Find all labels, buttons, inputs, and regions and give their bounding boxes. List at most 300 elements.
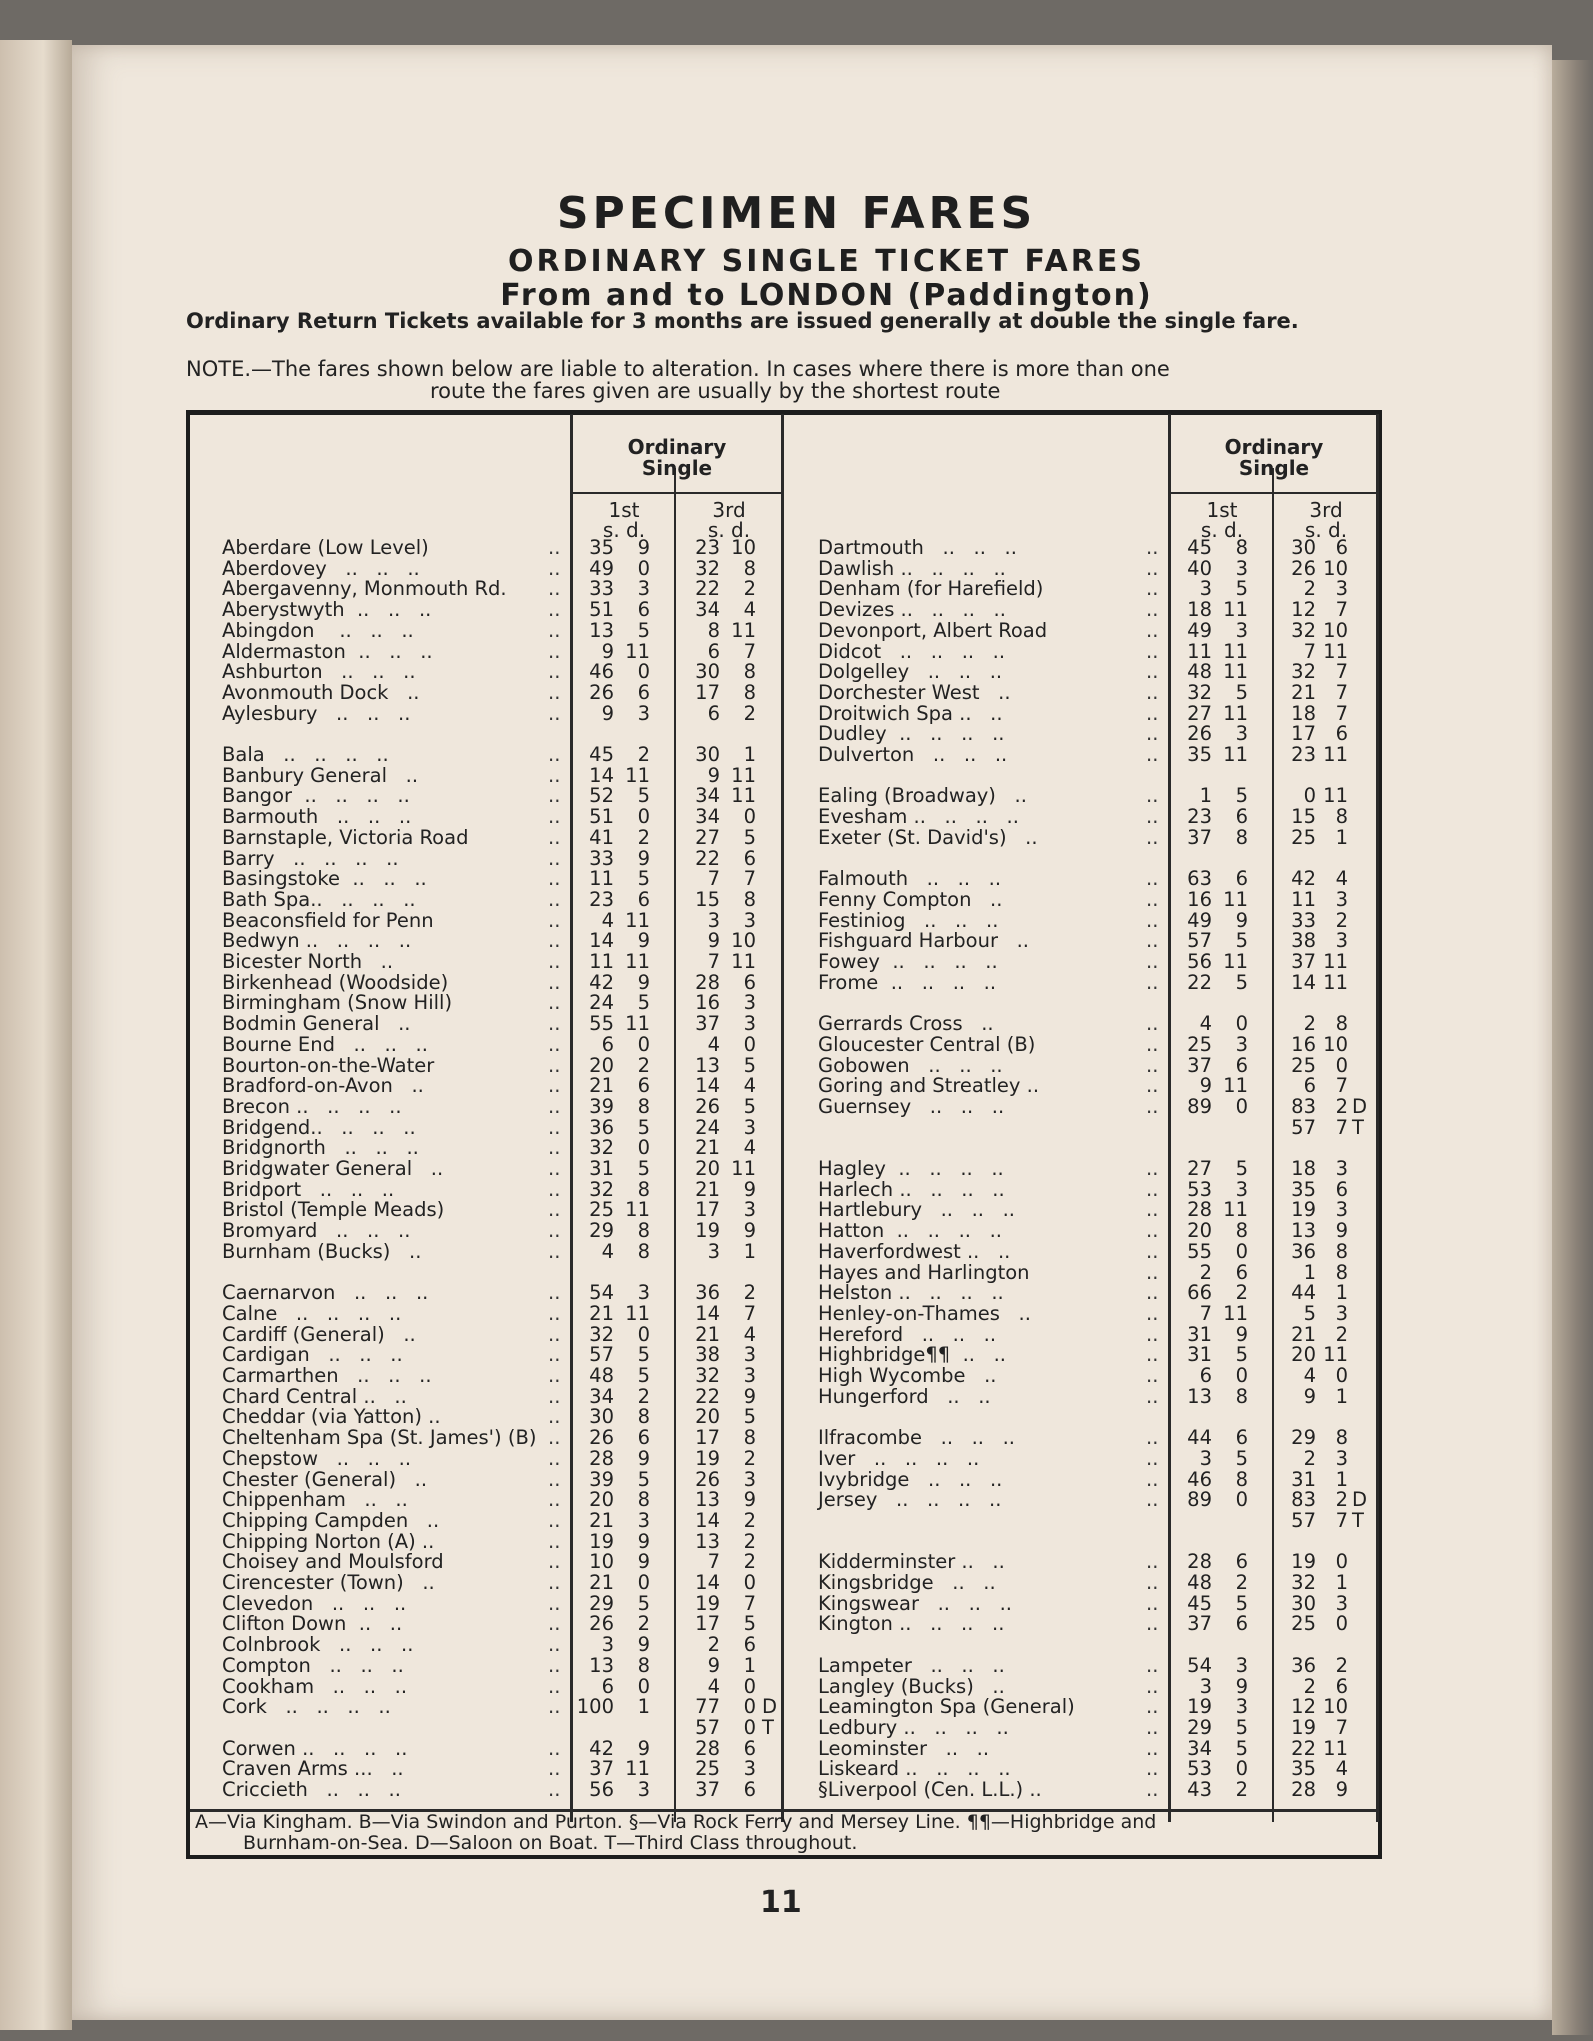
station-name: Clevedon .. .. .. [222,1591,407,1615]
third-pence: 0 [1335,1612,1348,1636]
third-shillings: 21 [695,1322,720,1346]
first-pence: 9 [637,1446,650,1470]
leader-dots: .. [548,680,561,704]
first-pence: 3 [1235,618,1248,642]
first-shillings: 10 [589,1550,614,1574]
first-shillings: 3 [601,1633,614,1657]
station-name: Dorchester West .. [818,680,1011,704]
first-shillings: 36 [589,1115,614,1139]
first-pence: 3 [637,1281,650,1305]
third-pence: 6 [743,846,756,870]
third-pence: 7 [1335,660,1348,684]
leader-dots: .. [548,1550,561,1574]
first-pence: 6 [1235,867,1248,891]
third-shillings: 37 [1291,950,1316,973]
leader-dots: .. [548,887,561,911]
station-name: Dawlish .. .. .. .. [818,556,1006,580]
leader-dots: .. [548,1364,561,1387]
first-pence: 0 [1235,1488,1248,1512]
third-shillings: 77 [695,1695,720,1719]
station-name: Leamington Spa (General) [818,1695,1075,1719]
first-shillings: 32 [589,1322,614,1346]
third-shillings: 2 [1303,1674,1316,1698]
station-name: Fowey .. .. .. .. [818,950,998,973]
station-name: Langley (Bucks) .. [818,1674,1005,1698]
first-pence: 2 [1235,1571,1248,1594]
third-shillings: 12 [1291,1695,1316,1719]
third-pence: 11 [1323,743,1348,766]
first-shillings: 32 [1187,680,1212,704]
column-rule [781,414,784,1822]
footnotes [195,1812,1380,1854]
third-shillings: 28 [695,970,720,994]
first-pence: 0 [1235,1757,1248,1781]
third-pence: 11 [1323,970,1348,994]
first-pence: 5 [637,618,650,642]
station-name: Denham (for Harefield) [818,577,1044,601]
station-name: Bristol (Temple Meads) [222,1198,445,1222]
leader-dots: .. [1146,1074,1159,1098]
third-shillings: 35 [1291,1757,1316,1781]
first-pence: 11 [625,950,650,973]
first-pence: 3 [637,577,650,601]
third-shillings: 19 [1291,1715,1316,1739]
station-name: Chipping Campden .. [222,1508,440,1532]
third-shillings: 14 [695,1301,720,1325]
third-shillings: 34 [695,598,720,622]
station-name: Bridgnorth .. .. .. [222,1136,419,1160]
fare-suffix: T [762,1715,774,1739]
leader-dots: .. [548,1157,561,1180]
station-name: Lampeter .. .. .. [818,1653,1005,1677]
third-pence: 7 [743,867,756,891]
first-shillings: 57 [1187,929,1212,953]
first-pence: 1 [637,1695,650,1719]
leader-dots: .. [1146,908,1159,932]
third-shillings: 14 [695,1571,720,1594]
third-pence: 2 [743,1281,756,1305]
third-shillings: 6 [1303,1074,1316,1098]
first-shillings: 2 [1199,1260,1212,1284]
third-pence: 9 [743,1219,756,1243]
first-pence: 5 [1235,1157,1248,1180]
first-shillings: 23 [1187,805,1212,829]
third-shillings: 30 [1291,536,1316,559]
third-pence: 5 [743,1053,756,1077]
leader-dots: .. [1146,1446,1159,1470]
station-name: Chepstow .. .. .. [222,1446,412,1470]
leader-dots: .. [548,1239,561,1263]
first-pence: 11 [1223,639,1248,663]
third-shillings: 19 [695,1591,720,1615]
first-pence: 9 [637,929,650,953]
third-shillings: 20 [695,1157,720,1180]
first-shillings: 7 [1199,1301,1212,1325]
leader-dots: .. [548,1757,561,1781]
sd-header: s. d. [1304,518,1348,542]
first-pence: 11 [1223,660,1248,684]
leader-dots: .. [1146,784,1159,808]
first-shillings: 89 [1187,1488,1212,1512]
third-shillings: 2 [1303,1446,1316,1470]
third-pence: 8 [1335,1426,1348,1450]
first-shillings: 42 [589,1736,614,1760]
third-pence: 1 [743,743,756,766]
station-name: Bath Spa.. .. .. .. [222,887,416,911]
first-shillings: 45 [1187,536,1212,559]
station-name: Ashburton .. .. .. [222,660,416,684]
leader-dots: .. [548,1446,561,1470]
third-shillings: 33 [1291,908,1316,932]
third-shillings: 15 [695,887,720,911]
third-pence: 2 [1335,1322,1348,1346]
first-shillings: 31 [1187,1322,1212,1346]
leader-dots: .. [548,639,561,663]
first-pence: 3 [1235,556,1248,580]
first-pence: 5 [1235,929,1248,953]
leader-dots: .. [1146,1467,1159,1491]
first-pence: 5 [1235,1343,1248,1367]
first-pence: 5 [1235,1736,1248,1760]
first-shillings: 19 [589,1529,614,1553]
first-pence: 8 [637,1239,650,1263]
third-shillings: 4 [707,1032,720,1056]
third-pence: 2 [743,1446,756,1470]
third-pence: 6 [1335,1674,1348,1698]
station-name: Iver .. .. .. .. [818,1446,980,1470]
first-shillings: 22 [1187,970,1212,994]
first-shillings: 21 [589,1571,614,1594]
first-shillings: 54 [1187,1653,1212,1677]
first-pence: 5 [1235,1591,1248,1615]
column-rule [570,414,573,1822]
first-shillings: 26 [589,1426,614,1450]
third-pence: 5 [743,1612,756,1636]
third-pence: 6 [1335,1177,1348,1201]
third-shillings: 38 [695,1343,720,1367]
station-name: Avonmouth Dock .. [222,680,420,704]
third-pence: 9 [1335,1219,1348,1243]
leader-dots: .. [1146,1550,1159,1574]
third-shillings: 42 [1291,867,1316,891]
first-pence: 11 [1223,743,1248,766]
station-name: Ledbury .. .. .. .. [818,1715,1009,1739]
first-pence: 6 [1235,1260,1248,1284]
station-name: Cirencester (Town) .. [222,1571,435,1594]
third-pence: 3 [1335,1591,1348,1615]
third-pence: 6 [743,1736,756,1760]
first-shillings: 34 [589,1384,614,1408]
station-name: Compton .. .. .. [222,1653,404,1677]
first-pence: 0 [637,1032,650,1056]
third-shillings: 17 [695,1612,720,1636]
first-pence: 5 [1235,784,1248,808]
leader-dots: .. [1146,701,1159,725]
station-name: Barry .. .. .. .. [222,846,399,870]
first-shillings: 34 [1187,1736,1212,1760]
first-pence: 3 [1235,1653,1248,1677]
leader-dots: .. [548,867,561,891]
third-pence: 6 [743,970,756,994]
third-shillings: 21 [695,1177,720,1201]
third-shillings: 7 [707,1550,720,1574]
third-shillings: 17 [695,1198,720,1222]
third-pence: 3 [743,1115,756,1139]
third-pence: 0 [1335,1053,1348,1077]
third-pence: 3 [1335,1301,1348,1325]
third-pence: 11 [731,784,756,808]
station-name: Hayes and Harlington [818,1260,1030,1284]
third-shillings: 19 [1291,1198,1316,1222]
third-pence: 0 [743,1674,756,1698]
first-pence: 0 [637,1322,650,1346]
first-shillings: 51 [589,598,614,622]
leader-dots: .. [1146,1094,1159,1118]
first-shillings: 51 [589,805,614,829]
column-rule [1168,414,1171,1822]
station-name: Dulverton .. .. .. [818,743,1008,766]
page-subtitle: ORDINARY SINGLE TICKET FARES [508,244,1145,279]
third-pence: 11 [1323,784,1348,808]
station-name: Hartlebury .. .. .. [818,1198,1015,1222]
first-pence: 2 [1235,1778,1248,1801]
first-pence: 8 [1235,536,1248,559]
station-name: Bridgwater General .. [222,1157,444,1180]
third-shillings: 32 [695,1364,720,1387]
first-pence: 2 [1235,1281,1248,1305]
third-shillings: 25 [1291,825,1316,849]
first-pence: 6 [1235,805,1248,829]
third-shillings: 16 [1291,1032,1316,1056]
leader-dots: .. [1146,1653,1159,1677]
leader-dots: .. [548,1467,561,1491]
third-pence: 0 [1335,1550,1348,1574]
fare-suffix: D [1352,1094,1368,1118]
third-pence: 10 [1323,556,1348,580]
first-pence: 8 [637,1653,650,1677]
third-shillings: 36 [1291,1239,1316,1263]
third-shillings: 4 [1303,1364,1316,1387]
station-name: Bangor .. .. .. .. [222,784,410,808]
third-pence: 1 [1335,1281,1348,1305]
third-shillings: 3 [707,908,720,932]
third-shillings: 32 [1291,660,1316,684]
third-shillings: 23 [695,536,720,559]
first-pence: 5 [1235,1446,1248,1470]
first-pence: 0 [637,556,650,580]
first-shillings: 66 [1187,1281,1212,1305]
leader-dots: .. [1146,1219,1159,1243]
third-shillings: 0 [1303,784,1316,808]
footnote-line1: A—Via Kingham. B—Via Swindon and Purton. §—Via Rock Ferry and Mersey Line. ¶¶—Highbridge and [195,1811,1157,1833]
leader-dots: .. [548,1674,561,1698]
third-shillings: 9 [707,1653,720,1677]
leader-dots: .. [548,1136,561,1160]
first-pence: 11 [625,763,650,787]
footnote-line2: Burnham-on-Sea. D—Saloon on Boat. T—Third Class throughout. [243,1832,858,1854]
first-pence: 6 [1235,1426,1248,1450]
first-shillings: 49 [1187,908,1212,932]
third-pence: 7 [743,1591,756,1615]
first-pence: 11 [625,639,650,663]
first-shillings: 4 [601,1239,614,1263]
third-pence: 6 [1335,722,1348,746]
third-pence: 2 [743,701,756,725]
leader-dots: .. [548,1426,561,1450]
fare-suffix: T [1352,1115,1364,1139]
leader-dots: .. [548,577,561,601]
first-pence: 3 [1235,1177,1248,1201]
first-shillings: 27 [1187,701,1212,725]
first-shillings: 57 [589,1343,614,1367]
station-name: Banbury General .. [222,763,419,787]
third-pence: 6 [743,1633,756,1657]
first-shillings: 13 [589,618,614,642]
station-name: Beaconsfield for Penn [222,908,434,932]
first-pence: 0 [1235,1364,1248,1387]
station-name: Dudley .. .. .. .. [818,722,1005,746]
leader-dots: .. [548,1778,561,1801]
third-pence: 2 [743,577,756,601]
third-pence: 9 [1335,1778,1348,1801]
first-shillings: 37 [589,1757,614,1781]
station-name: Frome .. .. .. .. [818,970,997,994]
third-shillings: 28 [1291,1778,1316,1801]
third-pence: 1 [743,1239,756,1263]
sd-header: s. d. [1200,518,1244,542]
single-header: Single [1238,456,1310,480]
leader-dots: .. [548,1032,561,1056]
leader-dots: .. [1146,1281,1159,1305]
third-shillings: 30 [1291,1591,1316,1615]
third-shillings: 24 [695,1115,720,1139]
ordinary-header: Ordinary [1224,435,1324,459]
third-shillings: 17 [695,1426,720,1450]
leader-dots: .. [548,1612,561,1636]
first-shillings: 53 [1187,1177,1212,1201]
fare-suffix: D [762,1695,778,1719]
third-pence: 2 [1335,1653,1348,1677]
station-name: Cheltenham Spa (St. James') (B) [222,1426,537,1450]
first-shillings: 14 [589,763,614,787]
leader-dots: .. [548,1508,561,1532]
station-name: Bourton-on-the-Water [222,1053,435,1077]
first-shillings: 24 [589,991,614,1015]
first-pence: 3 [637,1778,650,1801]
leader-dots: .. [548,1281,561,1305]
first-pence: 11 [1223,701,1248,725]
first-pence: 5 [637,1467,650,1491]
leader-dots: .. [1146,1322,1159,1346]
third-shillings: 2 [1303,577,1316,601]
first-pence: 3 [637,1508,650,1532]
station-name: Cookham .. .. .. [222,1674,408,1698]
third-pence: 8 [1335,1260,1348,1284]
first-shillings: 55 [589,1012,614,1036]
third-shillings: 29 [1291,1426,1316,1450]
third-shillings: 30 [695,743,720,766]
station-name: Ealing (Broadway) .. [818,784,1027,808]
third-shillings: 26 [695,1467,720,1491]
third-pence: 11 [731,950,756,973]
first-shillings: 63 [1187,867,1212,891]
first-shillings: 13 [1187,1384,1212,1408]
third-pence: 0 [743,1695,756,1719]
first-pence: 8 [637,1219,650,1243]
first-pence: 9 [637,846,650,870]
station-name: Exeter (St. David's) .. [818,825,1038,849]
leader-dots: .. [1146,743,1159,766]
leader-dots: .. [1146,1674,1159,1698]
station-name: Cardigan .. .. .. [222,1343,403,1367]
alteration-note [186,358,1386,402]
station-name: §Liverpool (Cen. L.L.) .. [818,1778,1042,1801]
first-shillings: 20 [1187,1219,1212,1243]
leader-dots: .. [1146,660,1159,684]
station-name: Didcot .. .. .. .. [818,639,1006,663]
leader-dots: .. [1146,929,1159,953]
first-shillings: 11 [589,950,614,973]
third-shillings: 37 [695,1012,720,1036]
first-pence: 5 [637,991,650,1015]
third-pence: 4 [743,1322,756,1346]
first-pence: 6 [637,1426,650,1450]
leader-dots: .. [548,1529,561,1553]
third-pence: 5 [743,825,756,849]
third-shillings: 38 [1291,929,1316,953]
station-name: Dartmouth .. .. .. [818,536,1017,559]
first-shillings: 49 [1187,618,1212,642]
first-shillings: 6 [601,1032,614,1056]
leader-dots: .. [548,1177,561,1201]
third-shillings: 26 [695,1094,720,1118]
third-pence: 1 [1335,1467,1348,1491]
leader-dots: .. [548,1012,561,1036]
station-name: Barmouth .. .. .. [222,805,412,829]
leader-dots: .. [548,763,561,787]
first-shillings: 27 [1187,1157,1212,1180]
first-pence: 5 [637,1591,650,1615]
station-name: Kidderminster .. .. [818,1550,1005,1574]
first-shillings: 32 [589,1136,614,1160]
station-name: Basingstoke .. .. .. [222,867,427,891]
station-name: Ilfracombe .. .. .. [818,1426,1015,1450]
first-class-header: 1st [608,498,640,522]
third-shillings: 13 [695,1488,720,1512]
first-shillings: 23 [589,887,614,911]
first-pence: 2 [637,1384,650,1408]
third-shillings: 21 [1291,680,1316,704]
third-pence: 4 [1335,1757,1348,1781]
first-shillings: 20 [589,1488,614,1512]
alteration-note-line2: route the fares given are usually by the shortest route [430,379,1001,403]
leader-dots: .. [1146,1301,1159,1325]
first-pence: 11 [1223,1198,1248,1222]
first-pence: 9 [1235,908,1248,932]
third-pence: 0 [743,1571,756,1594]
first-pence: 11 [1223,1074,1248,1098]
first-class-header: 1st [1206,498,1238,522]
sd-header: s. d. [602,518,646,542]
first-pence: 0 [637,1674,650,1698]
first-pence: 11 [625,908,650,932]
first-pence: 11 [1223,887,1248,911]
third-shillings: 20 [695,1405,720,1429]
station-name: Hatton .. .. .. .. [818,1219,1002,1243]
third-pence: 2 [1335,908,1348,932]
third-pence: 11 [1323,1736,1348,1760]
station-name: Corwen .. .. .. .. [222,1736,408,1760]
